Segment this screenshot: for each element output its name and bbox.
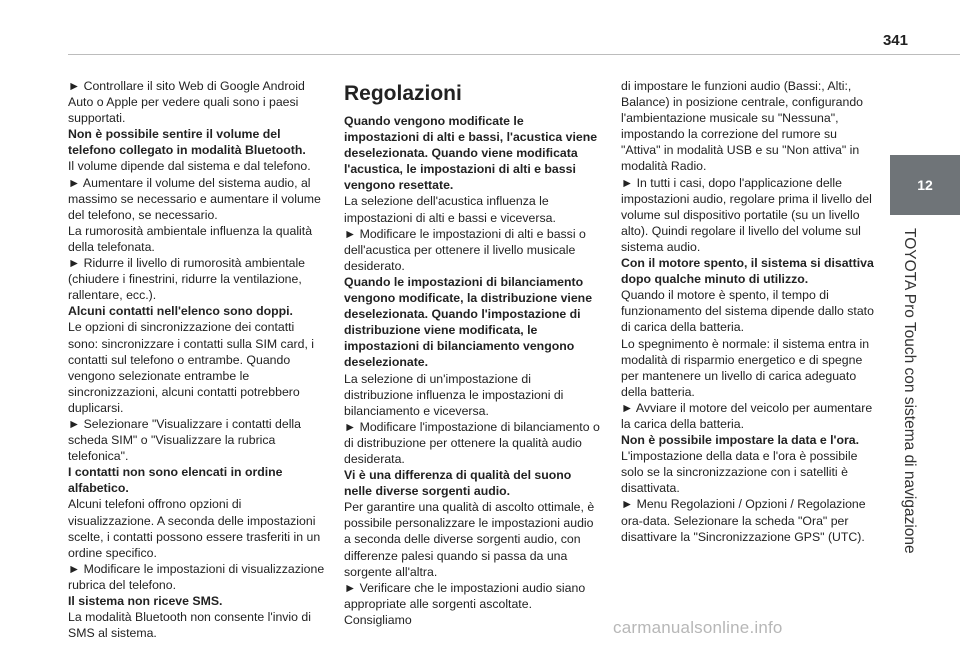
body-paragraph: Le opzioni di sincronizzazione dei contatti sono: sincronizzare i contatti sulla SIM card, i contatti sul telefono o entrambe. Quando vengono selezionate entrambe le sincronizzazioni, alcuni contatti potrebbero duplicarsi. — [68, 320, 315, 415]
question-heading: Vi è una differenza di qualità del suono nelle diverse sorgenti audio. — [344, 468, 572, 499]
question-heading: Il sistema non riceve SMS. — [68, 594, 223, 608]
question-heading: Quando vengono modificate le impostazioni di alti e bassi, l'acustica viene deselezionata. Quando viene modificata l'acustica, le impostazioni di alti e bassi vengono resettate. — [344, 114, 598, 193]
text-column-2 — [344, 78, 602, 628]
text-column-3 — [621, 78, 879, 545]
side-title-container — [882, 228, 918, 568]
body-paragraph: ► Controllare il sito Web di Google Android Auto o Apple per vedere quali sono i paesi supportati. — [68, 79, 305, 126]
body-paragraph: ► Verificare che le impostazioni audio siano appropriate alle sorgenti ascoltate. Consigliamo — [344, 580, 586, 627]
question-heading: Quando le impostazioni di bilanciamento vengono modificate, la distribuzione viene deselezionata. Quando l'impostazione di distribuzione viene modificata, le impostazioni di bilanciamento vengono deselezionate. — [344, 274, 593, 370]
question-heading: Non è possibile sentire il volume del telefono collegato in modalità Bluetooth. — [68, 127, 306, 158]
body-paragraph: di impostare le funzioni audio (Bassi:, Alti:, Balance) in posizione centrale, configurando l'ambientazione musicale su "Nessuna", impostando la correzione del rumore su "Attiva" in modalità USB e su "Non attiva" in modalità Radio. — [621, 79, 863, 174]
question-heading: I contatti non sono elencati in ordine alfabetico. — [68, 465, 283, 496]
header-divider — [68, 54, 960, 55]
body-paragraph: ► Menu Regolazioni / Opzioni / Regolazione ora-data. Selezionare la scheda "Ora" per disattivare la "Sincronizzazione GPS" (UTC). — [621, 497, 866, 544]
body-paragraph: Alcuni telefoni offrono opzioni di visualizzazione. A seconda delle impostazioni scelte, i contatti possono essere trasferiti in un ordine specifico. — [68, 497, 321, 560]
body-paragraph: Il volume dipende dal sistema e dal telefono. — [68, 159, 311, 174]
page-number: 341 — [882, 32, 908, 49]
body-paragraph: Quando il motore è spento, il tempo di funzionamento del sistema dipende dallo stato di carica della batteria. — [621, 288, 874, 335]
chapter-title: TOYOTA Pro Touch con sistema di navigazione — [901, 228, 918, 554]
body-paragraph: ► Aumentare il volume del sistema audio, al massimo se necessario e aumentare il volume del telefono, se necessario. — [68, 175, 321, 222]
chapter-number: 12 — [917, 177, 933, 193]
body-paragraph: ► Ridurre il livello di rumorosità ambientale (chiudere i finestrini, ridurre la ventilazione, rallentare, ecc.). — [68, 256, 306, 303]
body-paragraph: La selezione di un'impostazione di distribuzione influenza le impostazioni di bilanciamento e viceversa. — [344, 371, 564, 418]
watermark-text: carmanualsonline.info — [613, 618, 783, 637]
body-paragraph: La selezione dell'acustica influenza le impostazioni di alti e bassi e viceversa. — [344, 194, 556, 225]
section-heading: Regolazioni — [344, 82, 462, 105]
chapter-tab — [890, 155, 960, 215]
question-heading: Non è possibile impostare la data e l'ora. — [621, 433, 860, 448]
body-paragraph: ► Modificare le impostazioni di visualizzazione rubrica del telefono. — [68, 561, 325, 592]
question-heading: Alcuni contatti nell'elenco sono doppi. — [68, 304, 293, 319]
text-column-1 — [68, 78, 326, 641]
body-paragraph: ► Modificare l'impostazione di bilanciamento o di distribuzione per ottenere la qualità audio desiderata. — [344, 419, 600, 466]
body-paragraph: ► Avviare il motore del veicolo per aumentare la carica della batteria. — [621, 400, 873, 431]
body-paragraph: La rumorosità ambientale influenza la qualità della telefonata. — [68, 223, 313, 254]
body-paragraph: La modalità Bluetooth non consente l'invio di SMS al sistema. — [68, 610, 311, 641]
question-heading: Con il motore spento, il sistema si disattiva dopo qualche minuto di utilizzo. — [621, 256, 874, 287]
body-paragraph: ► Modificare le impostazioni di alti e bassi o dell'acustica per ottenere il livello musicale desiderato. — [344, 226, 586, 273]
body-paragraph: Per garantire una qualità di ascolto ottimale, è possibile personalizzare le impostazioni audio a seconda delle diverse sorgenti audio, con differenze palesi quando si passa da una sorgente all'altra. — [344, 500, 595, 579]
body-paragraph: ► In tutti i casi, dopo l'applicazione delle impostazioni audio, regolare prima il livello del volume sul dispositivo portatile (su un livello alto). Quindi regolare il livello del volume sul sistema audio. — [621, 175, 872, 254]
body-paragraph: ► Selezionare "Visualizzare i contatti della scheda SIM" o "Visualizzare la rubrica telefonica". — [68, 416, 301, 464]
body-paragraph: Lo spegnimento è normale: il sistema entra in modalità di risparmio energetico e di spegne per mantenere un livello di carica adeguato della batteria. — [621, 336, 870, 399]
body-paragraph: L'impostazione della data e l'ora è possibile solo se la sincronizzazione con i satelliti è disattivata. — [621, 449, 858, 496]
